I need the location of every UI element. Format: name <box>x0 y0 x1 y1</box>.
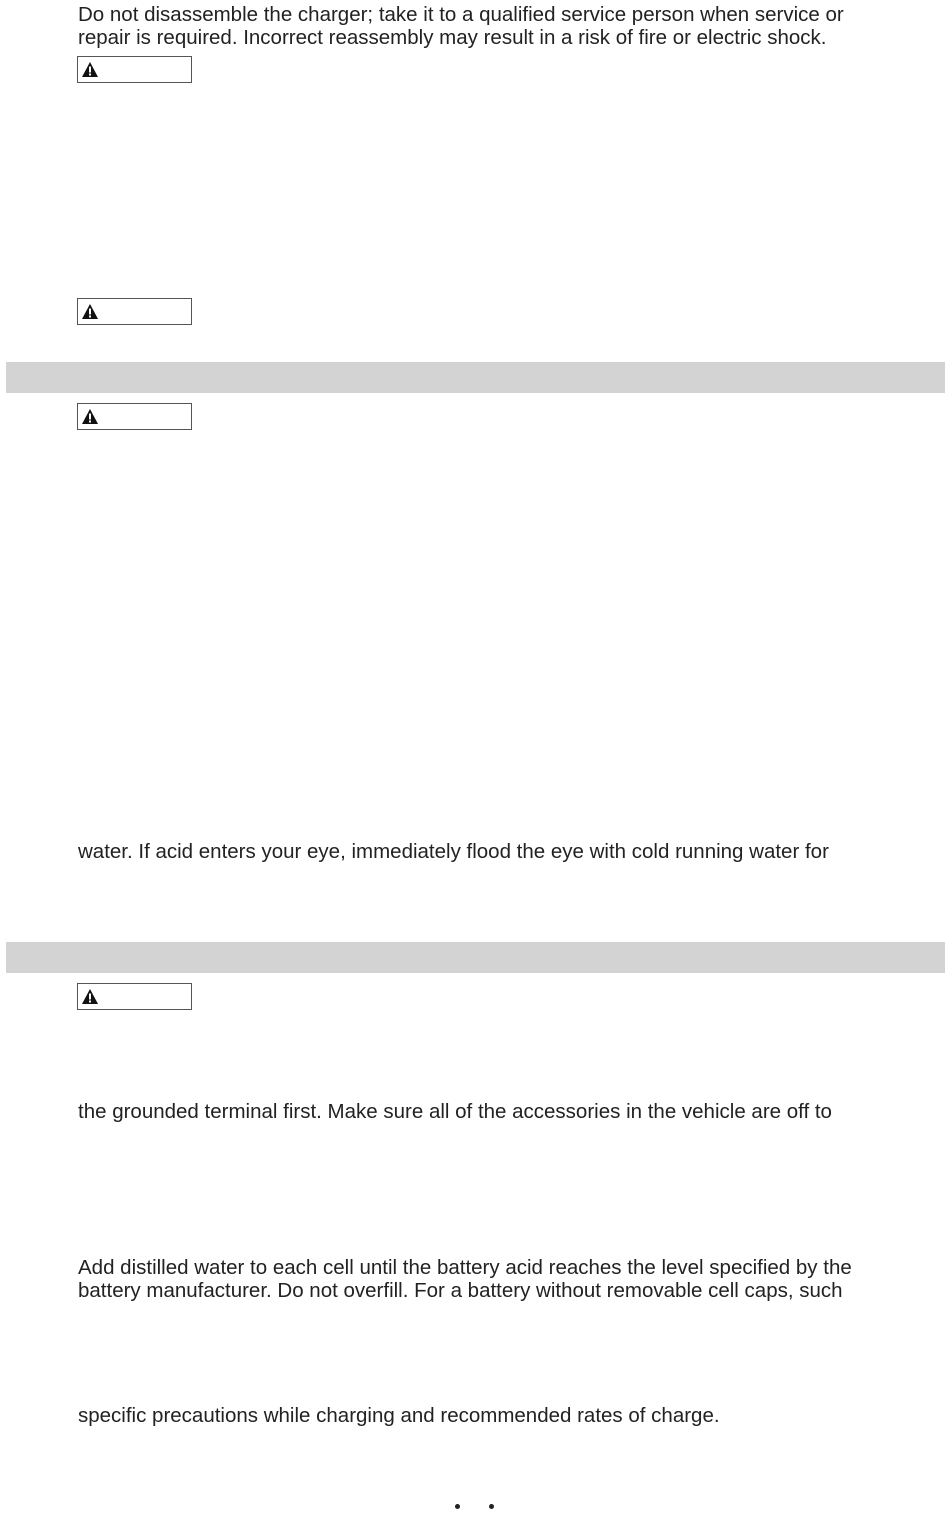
section-header-band <box>6 362 945 393</box>
page-marker-dot <box>455 1504 460 1509</box>
warning-label-box <box>77 403 192 430</box>
paragraph-line: specific precautions while charging and recommended rates of charge. <box>78 1404 720 1427</box>
warning-triangle-icon <box>82 409 98 424</box>
paragraph-line: water. If acid enters your eye, immediately flood the eye with cold running water for <box>78 840 829 863</box>
paragraph-line: battery manufacturer. Do not overfill. For a battery without removable cell caps, such <box>78 1279 843 1302</box>
paragraph-line: Do not disassemble the charger; take it to a qualified service person when service or <box>78 3 844 26</box>
warning-triangle-icon <box>82 304 98 319</box>
warning-triangle-icon <box>82 62 98 77</box>
paragraph-line: the grounded terminal first. Make sure all of the accessories in the vehicle are off to <box>78 1100 832 1123</box>
paragraph-line: repair is required. Incorrect reassembly may result in a risk of fire or electric shock. <box>78 26 827 49</box>
warning-triangle-icon <box>82 989 98 1004</box>
warning-label-box <box>77 56 192 83</box>
warning-label-box <box>77 298 192 325</box>
warning-label-box <box>77 983 192 1010</box>
section-header-band <box>6 942 945 973</box>
paragraph-line: Add distilled water to each cell until the battery acid reaches the level specified by the <box>78 1256 852 1279</box>
page-marker-dot <box>489 1504 494 1509</box>
